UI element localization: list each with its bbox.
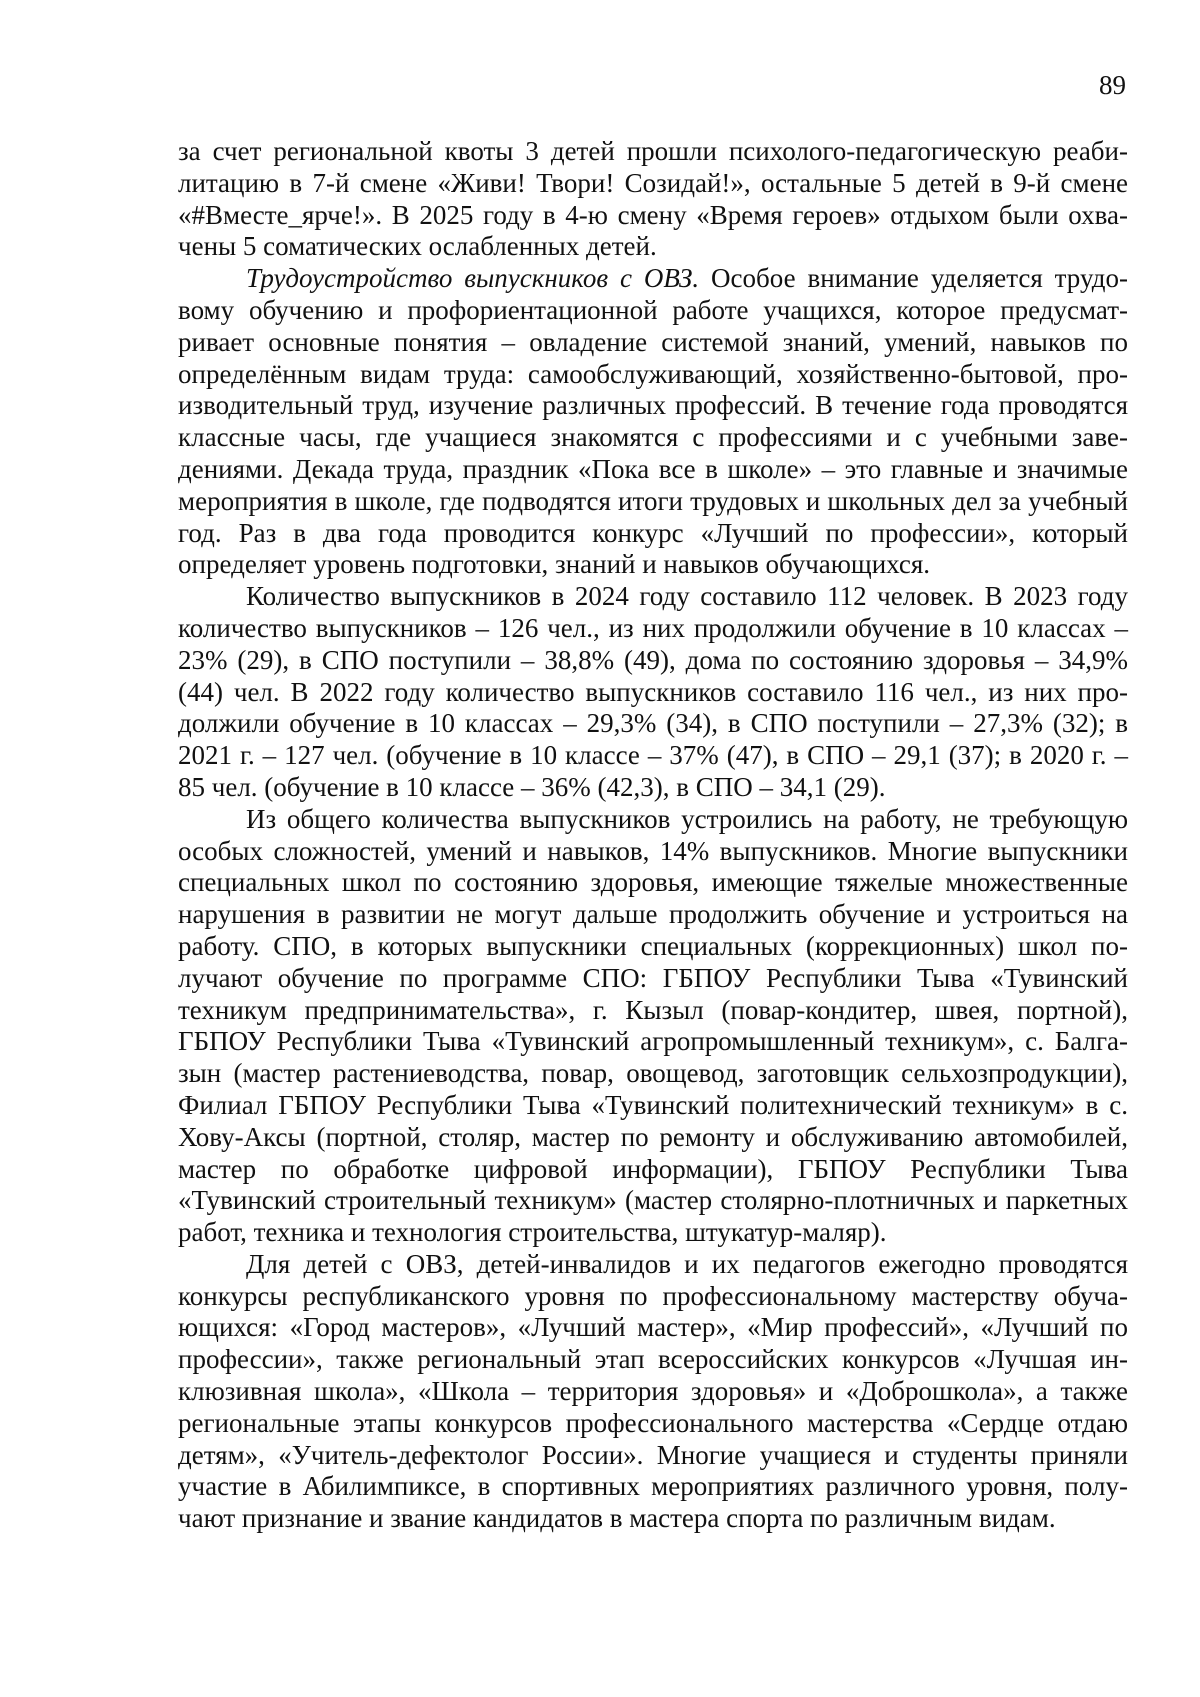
paragraph-employment	[178, 263, 1128, 581]
document-body	[178, 136, 1128, 1535]
paragraph-text: Для детей с ОВЗ, детей-инвалидов и их педагогов ежегодно проводятся конкурсы республиканского уровня по профессиональному мастерству обучающихся: «Город мастеров», «Лучший мастер», «Мир профессий», «Лучший по профессии», также региональный этап всероссийских конкурсов «Лучшая инклюзивная школа», «Школа – территория здоровья» и «Доброшкола», а также региональные этапы конкурсов профессионального мастерства «Сердце отдаю детям», «Учитель-дефектолог России». Многие учащиеся и студенты приняли участие в Абилимпиксе, в спортивных мероприятиях различного уровня, получают признание и звание кандидатов в мастера спорта по различным видам.	[178, 1248, 1128, 1534]
paragraph-text: за счет региональной квоты 3 детей прошли психолого-педагогическую реабилитацию в 7-й смене «Живи! Твори! Созидай!», остальные 5 детей в 9-й смене «#Вместе_ярче!». В 2025 году в 4-ю смену «Время героев» отдыхом были охвачены 5 соматических ослабленных детей.	[178, 136, 1128, 262]
paragraph-continuation	[178, 136, 1128, 263]
paragraph-graduates-work	[178, 804, 1128, 1249]
paragraph-graduates-count	[178, 581, 1128, 804]
paragraph-text: Из общего количества выпускников устроились на работу, не требующую особых сложностей, умений и навыков, 14% выпускников. Многие выпускники специальных школ по состоянию здоровья, имеющие тяжелые множественные нарушения в развитии не могут дальше продолжить обучение и устроиться на работу. СПО, в которых выпускники специальных (коррекционных) школ получают обучение по программе СПО: ГБПОУ Республики Тыва «Тувинский техникум предпринимательства», г. Кызыл (повар-кондитер, швея, портной), ГБПОУ Республики Тыва «Тувинский агропромышленный техникум», с. Балгазын (мастер растениеводства, повар, овощевод, заготовщик сельхозпродукции), Филиал ГБПОУ Республики Тыва «Тувинский политехнический техникум» в с. Хову-Аксы (портной, столяр, мастер по ремонту и обслуживанию автомобилей, мастер по обработке цифровой информации), ГБПОУ Республики Тыва «Тувинский строительный техникум» (мастер столярно-плотничных и паркетных работ, техника и технология строительства, штукатур-маляр).	[178, 803, 1128, 1248]
paragraph-competitions	[178, 1249, 1128, 1535]
paragraph-lead-heading: Трудоустройство выпускников с ОВЗ.	[246, 263, 700, 294]
paragraph-text: Количество выпускников в 2024 году составило 112 человек. В 2023 году количество выпускников – 126 чел., из них продолжили обучение в 10 классах – 23% (29), в СПО поступили – 38,8% (49), дома по состоянию здоровья – 34,9% (44) чел. В 2022 году количество выпускников составило 116 чел., из них продолжили обучение в 10 классах – 29,3% (34), в СПО поступили – 27,3% (32); в 2021 г. – 127 чел. (обучение в 10 классе – 37% (47), в СПО – 29,1 (37); в 2020 г. – 85 чел. (обучение в 10 классе – 36% (42,3), в СПО – 34,1 (29).	[178, 581, 1128, 802]
paragraph-text: Особое внимание уделяется трудовому обучению и профориентационной работе учащихся, которое предусматривает основные понятия – овладение системой знаний, умений, навыков по определённым видам труда: самообслуживающий, хозяйственно-бытовой, производительный труд, изучение различных профессий. В течение года проводятся классные часы, где учащиеся знакомятся с профессиями и с учебными заведениями. Декада труда, праздник «Пока все в школе» – это главные и значимые мероприятия в школе, где подводятся итоги трудовых и школьных дел за учебный год. Раз в два года проводится конкурс «Лучший по профессии», который определяет уровень подготовки, знаний и навыков обучающихся.	[178, 263, 1128, 580]
page-number: 89	[1099, 70, 1126, 100]
